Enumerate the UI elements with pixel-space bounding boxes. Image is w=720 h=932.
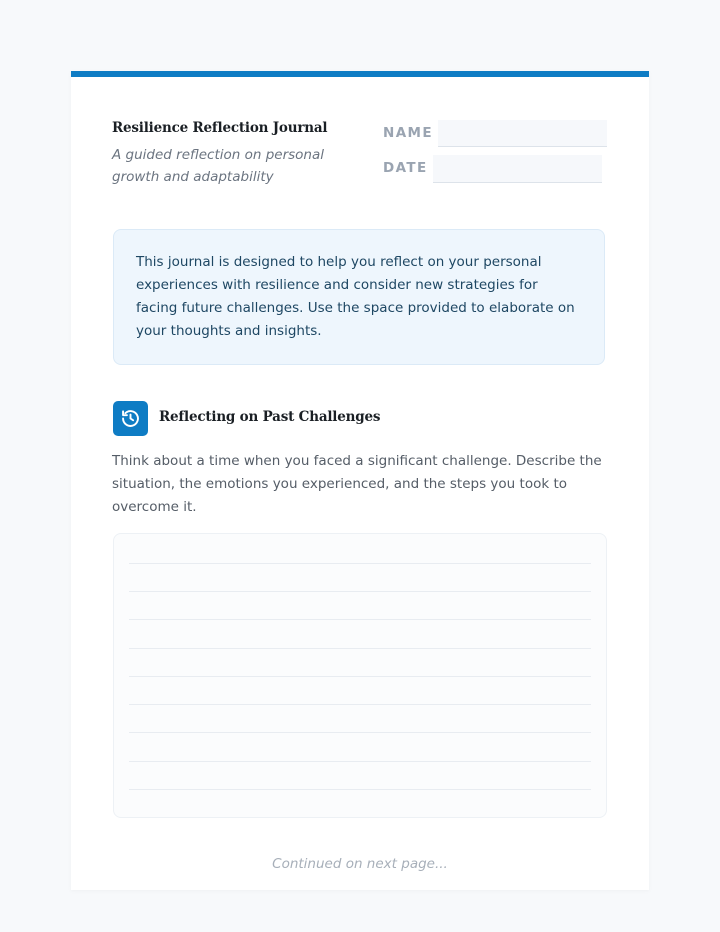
name-field[interactable] [438, 120, 607, 147]
journal-page [71, 71, 649, 890]
date-field[interactable] [433, 155, 602, 183]
section-title: Reflecting on Past Challenges [159, 409, 381, 425]
journal-title: Resilience Reflection Journal [112, 120, 328, 136]
writing-line [129, 676, 591, 677]
answer-area[interactable] [113, 533, 607, 818]
intro-callout: This journal is designed to help you reflect on your personal experiences with resilience and consider new strategies for facing future challenges. Use the space provided to elaborate on your thoughts and insights. [113, 229, 605, 365]
writing-line [129, 563, 591, 564]
writing-line [129, 591, 591, 592]
writing-line [129, 732, 591, 733]
writing-line [129, 648, 591, 649]
accent-bar [71, 71, 649, 77]
writing-line [129, 761, 591, 762]
writing-line [129, 704, 591, 705]
continued-note: Continued on next page... [272, 856, 448, 872]
journal-subtitle: A guided reflection on personal growth and adaptability [112, 147, 324, 185]
name-label: NAME [383, 125, 434, 141]
date-label: DATE [383, 160, 428, 176]
writing-line [129, 789, 591, 790]
history-icon [113, 401, 148, 436]
writing-line [129, 619, 591, 620]
section-prompt: Think about a time when you faced a significant challenge. Describe the situation, the emotions you experienced, and the steps you took to overcome it. [112, 453, 602, 515]
